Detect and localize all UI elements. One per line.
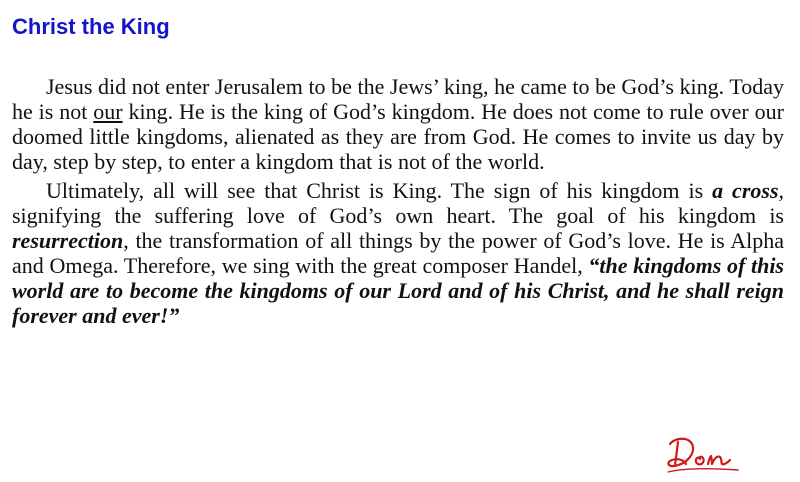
page-title: Christ the King: [12, 14, 170, 39]
emphasis-cross: a cross: [712, 178, 779, 203]
underlined-word: our: [93, 99, 123, 124]
article-body: [12, 74, 784, 328]
emphasis-resurrection: resurrection: [12, 228, 124, 253]
handel-quote: “the kingdoms of this world are to become the kingdoms of our Lord and of his Christ, and he shall reign forever and ever!”: [12, 253, 784, 328]
signature-don: [664, 432, 744, 476]
paragraph-1: [12, 74, 784, 174]
paragraph-1-text-a: Jesus did not enter Jerusalem to be the Jews’ king, he came to be God’s king. Today he is not: [12, 74, 784, 124]
paragraph-1-text-b: king. He is the king of God’s kingdom. He does not come to rule over our doomed little kingdoms, alienated as they are from God. He comes to invite us day by day, step by step, to enter a kingdom that is not of the world.: [12, 99, 784, 174]
paragraph-2: [12, 178, 784, 328]
paragraph-2-text-c: , the transformation of all things by the power of God’s love. He is Alpha and Omega. Therefore, we sing with the great composer Handel,: [12, 228, 784, 278]
paragraph-2-text-a: Ultimately, all will see that Christ is King. The sign of his kingdom is: [46, 178, 713, 203]
paragraph-2-text-b: , signifying the suffering love of God’s own heart. The goal of his kingdom is: [12, 178, 785, 228]
